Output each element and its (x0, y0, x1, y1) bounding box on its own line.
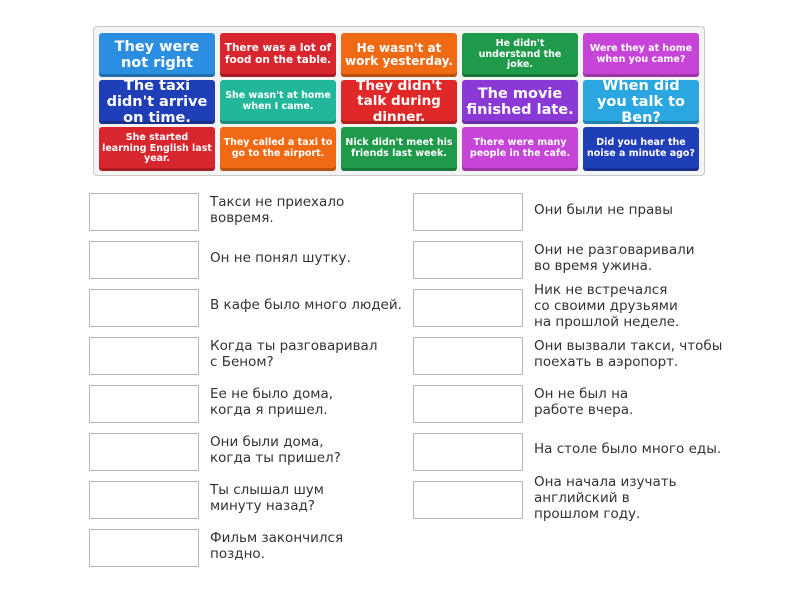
prompt-text: Ее не было дома, когда я пришел. (210, 386, 334, 418)
drop-slot[interactable] (89, 385, 199, 423)
prompt-text: Ты слышал шум минуту назад? (210, 482, 324, 514)
drop-slot[interactable] (413, 289, 523, 327)
drop-slot[interactable] (413, 385, 523, 423)
prompt-text: Когда ты разговаривал с Беном? (210, 338, 378, 370)
prompt-text: Она начала изучать английский в прошлом году. (534, 474, 677, 522)
drop-slot[interactable] (89, 433, 199, 471)
prompt-text: Ник не встречался со своими друзьями на прошлой неделе. (534, 282, 680, 330)
drop-slot[interactable] (89, 481, 199, 519)
drop-slot[interactable] (413, 241, 523, 279)
drop-slot[interactable] (89, 337, 199, 375)
answer-tile[interactable]: He didn't understand the joke. (462, 33, 578, 77)
answer-tile[interactable]: There was a lot of food on the table. (220, 33, 336, 77)
drop-slot[interactable] (89, 289, 199, 327)
answer-tile[interactable]: Did you hear the noise a minute ago? (583, 127, 699, 171)
drop-slot[interactable] (413, 481, 523, 519)
answer-tile[interactable]: He wasn't at work yesterday. (341, 33, 457, 77)
drop-slot[interactable] (89, 529, 199, 567)
drop-slot[interactable] (413, 433, 523, 471)
drop-slot[interactable] (89, 193, 199, 231)
answer-tile[interactable]: When did you talk to Ben? (583, 80, 699, 124)
answer-tile[interactable]: She started learning English last year. (99, 127, 215, 171)
drop-slot[interactable] (89, 241, 199, 279)
answer-tile[interactable]: They didn't talk during dinner. (341, 80, 457, 124)
prompt-text: Он не понял шутку. (210, 250, 351, 266)
prompt-text: Такси не приехало вовремя. (210, 194, 345, 226)
answer-tile[interactable]: They were not right (99, 33, 215, 77)
answer-tile[interactable]: There were many people in the cafe. (462, 127, 578, 171)
prompt-text: Они были дома, когда ты пришел? (210, 434, 341, 466)
answer-tile[interactable]: Nick didn't meet his friends last week. (341, 127, 457, 171)
prompt-text: Он не был на работе вчера. (534, 386, 634, 418)
answer-tile[interactable]: The movie finished late. (462, 80, 578, 124)
prompt-text: Фильм закончился поздно. (210, 530, 344, 562)
prompt-text: Они были не правы (534, 202, 673, 218)
answer-tile[interactable]: The taxi didn't arrive on time. (99, 80, 215, 124)
drop-slot[interactable] (413, 337, 523, 375)
answer-tile[interactable]: Were they at home when you came? (583, 33, 699, 77)
prompt-text: В кафе было много людей. (210, 297, 402, 313)
drop-slot[interactable] (413, 193, 523, 231)
prompt-text: Они не разговаривали во время ужина. (534, 242, 695, 274)
answer-tile[interactable]: She wasn't at home when I came. (220, 80, 336, 124)
prompt-text: На столе было много еды. (534, 441, 722, 457)
prompt-text: Они вызвали такси, чтобы поехать в аэропорт. (534, 338, 723, 370)
answer-tile[interactable]: They called a taxi to go to the airport. (220, 127, 336, 171)
